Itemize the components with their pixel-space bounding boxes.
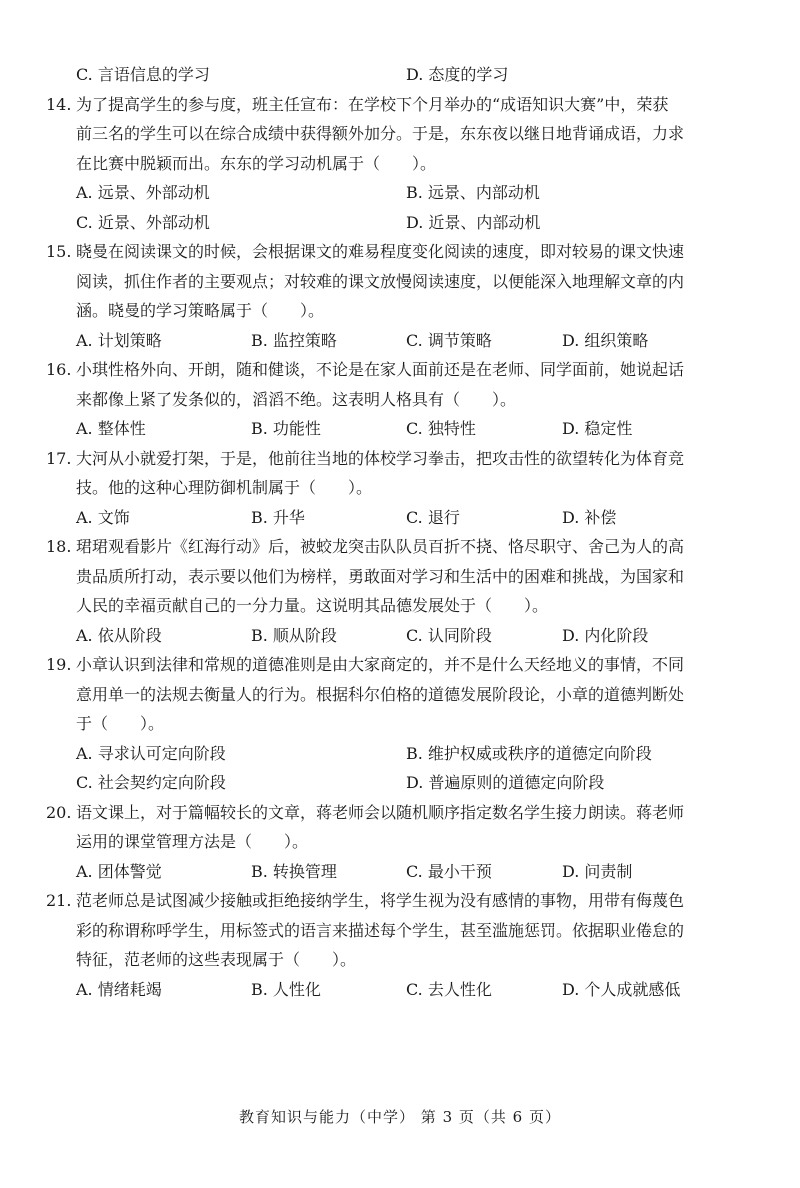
question-text-line: 运用的课堂管理方法是（ ）。 [76, 832, 309, 851]
question-number: 19. [46, 655, 72, 674]
question-15 [46, 237, 748, 355]
option-c: C. 言语信息的学习 [76, 65, 210, 84]
option-a: A. 依从阶段 [76, 625, 162, 645]
question-text-line: 技。他的这种心理防御机制属于（ ）。 [76, 478, 373, 497]
option-b: B. 维护权威或秩序的道德定向阶段 [406, 743, 652, 763]
question-text-line: 珺珺观看影片《红海行动》后，被蛟龙突击队队员百折不挠、恪尽职守、舍己为人的高 [76, 537, 685, 556]
question-text-line: 小琪性格外向、开朗，随和健谈，不论是在家人面前还是在老师、同学面前，她说起话 [76, 360, 685, 379]
option-a: A. 寻求认可定向阶段 [76, 743, 226, 763]
option-c: C. 近景、外部动机 [76, 212, 210, 232]
option-b: B. 远景、内部动机 [406, 183, 540, 202]
question-text-line: 特征，范老师的这些表现属于（ ）。 [76, 950, 357, 969]
option-c: C. 退行 [406, 507, 460, 527]
question-number: 17. [46, 448, 72, 468]
option-b: B. 升华 [251, 507, 305, 527]
option-a: A. 远景、外部动机 [76, 183, 210, 202]
options-row [76, 857, 748, 887]
question-18 [46, 532, 748, 650]
question-text-line: 阅读，抓住作者的主要观点；对较难的课文放慢阅读速度，以便能深入地理解文章的内 [76, 271, 685, 291]
question-text-line: 在比赛中脱颖而出。东东的学习动机属于（ ）。 [76, 153, 437, 173]
option-c: C. 最小干预 [406, 861, 492, 881]
question-text-line: 意用单一的法规去衡量人的行为。根据科尔伯格的道德发展阶段论，小章的道德判断处 [76, 684, 685, 704]
question-text-line: 范老师总是试图减少接触或拒绝接纳学生，将学生视为没有感情的事物，用带有侮蔑色 [76, 891, 685, 910]
question-number: 15. [46, 242, 72, 261]
option-a: A. 文饰 [76, 507, 130, 527]
question-text-line: 大河从小就爱打架，于是，他前往当地的体校学习拳击，把攻击性的欲望转化为体育竞 [76, 448, 685, 468]
question-number: 21. [46, 891, 72, 910]
option-c: C. 去人性化 [406, 979, 492, 999]
options-row [76, 768, 748, 798]
question-text-line: 贵品质所打动，表示要以他们为榜样，勇敢面对学习和生活中的困难和挑战，为国家和 [76, 566, 685, 586]
question-number: 20. [46, 802, 72, 822]
options-row [76, 326, 748, 356]
question-text-line: 涵。晓曼的学习策略属于（ ）。 [76, 301, 325, 320]
options-row [76, 178, 748, 208]
option-a: A. 整体性 [76, 419, 146, 438]
option-b: B. 监控策略 [251, 330, 337, 350]
question-16 [46, 355, 748, 444]
question-text-line: 于（ ）。 [76, 714, 165, 733]
option-d: D. 态度的学习 [406, 65, 509, 84]
option-c: C. 认同阶段 [406, 625, 492, 645]
question-19 [46, 650, 748, 798]
option-b: B. 人性化 [251, 979, 321, 999]
question-number: 14. [46, 94, 72, 114]
option-a: A. 情绪耗竭 [76, 979, 162, 999]
question-text-line: 为了提高学生的参与度，班主任宣布：在学校下个月举办的“成语知识大赛”中，荣获 [76, 94, 669, 114]
question-21 [46, 886, 748, 1004]
option-d: D. 组织策略 [562, 330, 649, 350]
options-row [76, 208, 748, 238]
question-number: 16. [46, 360, 72, 379]
question-text-line: 前三名的学生可以在综合成绩中获得额外加分。于是，东东夜以继日地背诵成语，力求 [76, 124, 685, 143]
question-text-line: 小章认识到法律和常规的道德准则是由大家商定的，并不是什么天经地义的事情，不同 [76, 655, 685, 674]
option-c: C. 调节策略 [406, 330, 492, 350]
carryover-options [76, 60, 748, 90]
question-text-line: 语文课上，对于篇幅较长的文章，蒋老师会以随机顺序指定数名学生接力朗读。蒋老师 [76, 802, 685, 822]
options-row [76, 503, 748, 533]
page-footer: 教育知识与能力（中学） 第 3 页（共 6 页） [239, 1108, 561, 1126]
option-b: B. 功能性 [251, 419, 321, 438]
options-row [76, 975, 748, 1005]
question-text-line: 人民的幸福贡献自己的一分力量。这说明其品德发展处于（ ）。 [76, 596, 549, 615]
question-text-line: 晓曼在阅读课文的时候，会根据课文的难易程度变化阅读的速度，即对较易的课文快速 [76, 242, 685, 261]
options-row [76, 414, 748, 444]
options-row [76, 739, 748, 769]
question-text-line: 来都像上紧了发条似的，滔滔不绝。这表明人格具有（ ）。 [76, 389, 517, 409]
question-17 [46, 444, 748, 533]
option-b: B. 顺从阶段 [251, 625, 337, 645]
option-d: D. 普遍原则的道德定向阶段 [406, 773, 605, 792]
option-d: D. 个人成就感低 [562, 979, 681, 999]
options-row [76, 621, 748, 651]
option-d: D. 稳定性 [562, 419, 633, 438]
option-c: C. 社会契约定向阶段 [76, 773, 226, 792]
question-20 [46, 798, 748, 887]
option-a: A. 计划策略 [76, 330, 162, 350]
option-c: C. 独特性 [406, 419, 476, 438]
question-14 [46, 90, 748, 238]
option-a: A. 团体警觉 [76, 861, 162, 881]
option-d: D. 问责制 [562, 861, 633, 881]
question-text-line: 彩的称谓称呼学生，用标签式的语言来描述每个学生，甚至滥施惩罚。依据职业倦怠的 [76, 920, 685, 940]
option-d: D. 补偿 [562, 507, 617, 527]
option-d: D. 近景、内部动机 [406, 212, 541, 232]
question-number: 18. [46, 537, 72, 556]
option-b: B. 转换管理 [251, 861, 337, 881]
option-d: D. 内化阶段 [562, 625, 649, 645]
